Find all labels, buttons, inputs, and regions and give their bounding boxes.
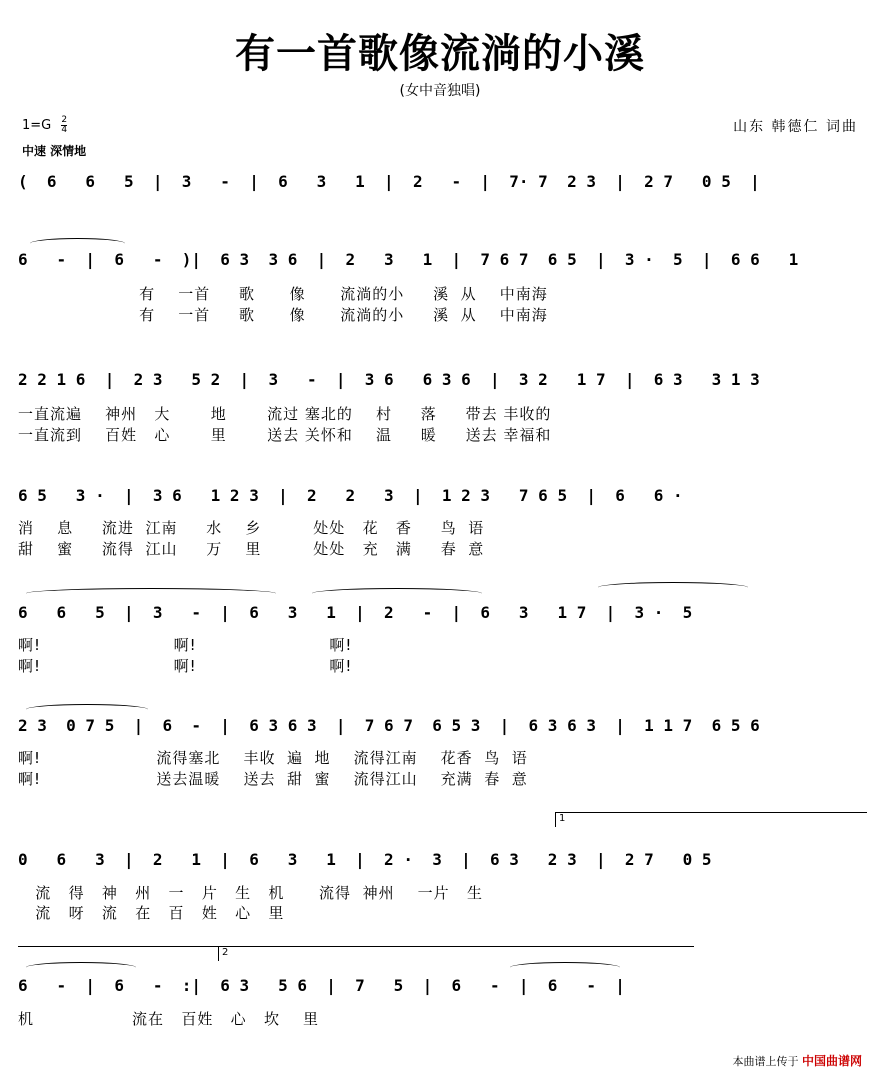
score-line-8: 6 - | 6 - :| 6 3 5 6 | 7 5 | 6 - | 6 - |: [18, 976, 625, 995]
slur: [312, 588, 482, 599]
lyric-line-6b: 啊! 送去温暖 送去 甜 蜜 流得江山 充满 春 意: [18, 770, 528, 788]
song-title: 有一首歌像流淌的小溪: [235, 31, 645, 77]
lyric-line-4a: 消 息 流进 江南 水 乡 处处 花 香 鸟 语: [18, 519, 485, 537]
lyric-line-6a: 啊! 流得塞北 丰收 遍 地 流得江南 花香 鸟 语: [18, 749, 528, 767]
score-line-1: ( 6 6 5 | 3 - | 6 3 1 | 2 - | 7· 7 2 3 | 2 7 0 5 |: [18, 172, 760, 191]
footer-site-logo: 中国曲谱网: [801, 1054, 862, 1068]
slur: [26, 704, 148, 715]
lyric-line-5a: 啊! 啊! 啊!: [18, 636, 353, 654]
key-label: 1=G: [22, 118, 52, 133]
lyric-line-5b: 啊! 啊! 啊!: [18, 657, 353, 675]
lyric-line-2a: 有 一首 歌 像 流淌的小 溪 从 中南海: [18, 285, 548, 303]
volta-2: 2: [218, 946, 422, 961]
lyric-line-3b: 一直流到 百姓 心 里 送去 关怀和 温 暖 送去 幸福和: [18, 426, 552, 444]
score-line-6: 2 3 0 7 5 | 6 - | 6 3 6 3 | 7 6 7 6 5 3 | 6 3 6 3 | 1 1 7 6 5 6: [18, 716, 760, 735]
song-subtitle: (女中音独唱): [399, 83, 481, 99]
score-line-7: 0 6 3 | 2 1 | 6 3 1 | 2 · 3 | 6 3 2 3 | 2 7 0 5: [18, 850, 712, 869]
slur: [26, 588, 276, 599]
footer-text: 本曲谱上传于: [732, 1055, 799, 1068]
tempo-marking: 中速 深情地: [22, 144, 87, 158]
slur: [26, 962, 136, 973]
lyric-line-4b: 甜 蜜 流得 江山 万 里 处处 充 满 春 意: [18, 540, 485, 558]
lyric-line-2b: 有 一首 歌 像 流淌的小 溪 从 中南海: [18, 306, 548, 324]
key-signature: [22, 116, 67, 135]
lyric-line-8a: 机 流在 百姓 心 坎 里: [18, 1010, 320, 1028]
score-line-3: 2 2 1 6 | 2 3 5 2 | 3 - | 3 6 6 3 6 | 3 2 1 7 | 6 3 3 1 3: [18, 370, 760, 389]
time-bottom: 4: [61, 125, 68, 135]
slur: [30, 238, 125, 249]
footer-credit: [732, 1052, 862, 1069]
lyric-line-3a: 一直流遍 神州 大 地 流过 塞北的 村 落 带去 丰收的: [18, 405, 552, 423]
author-credit: 山东 韩德仁 词曲: [733, 119, 858, 135]
score-line-5: 6 6 5 | 3 - | 6 3 1 | 2 - | 6 3 1 7 | 3 · 5: [18, 603, 693, 622]
slur: [510, 962, 620, 973]
lyric-line-7b: 流 呀 流 在 百 姓 心 里: [18, 904, 285, 922]
time-signature: [61, 116, 67, 135]
time-top: 2: [61, 115, 68, 125]
score-line-4: 6 5 3 · | 3 6 1 2 3 | 2 2 3 | 1 2 3 7 6 5 | 6 6 ·: [18, 486, 683, 505]
score-line-2: 6 - | 6 - )| 6 3 3 6 | 2 3 1 | 7 6 7 6 5 | 3 · 5 | 6 6 1: [18, 250, 799, 269]
lyric-line-7a: 流 得 神 州 一 片 生 机 流得 神州 一片 生: [18, 884, 483, 902]
slur: [598, 582, 748, 593]
volta-1: 1: [555, 812, 867, 827]
